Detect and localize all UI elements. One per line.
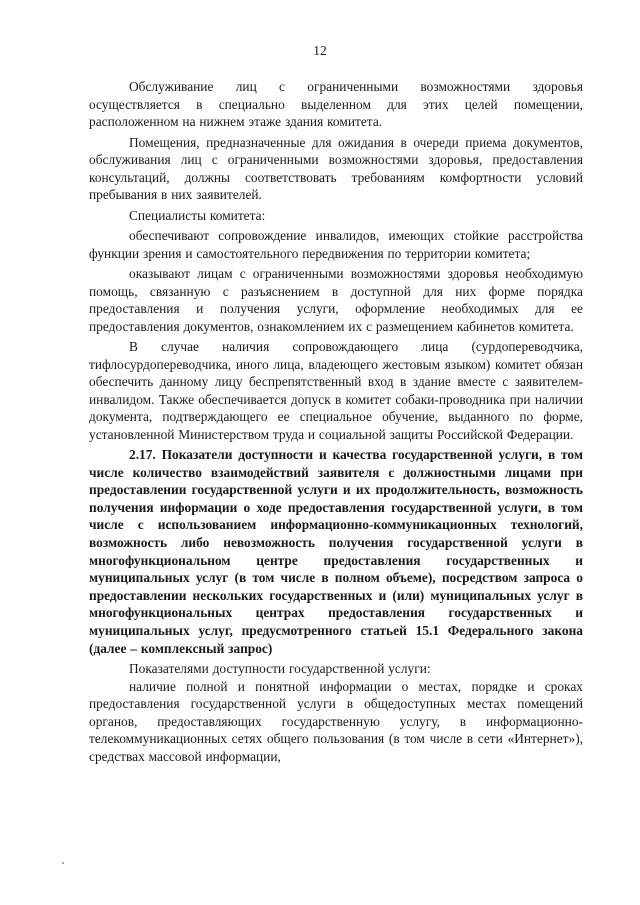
list-item: наличие полной и понятной информации о местах, порядке и сроках предоставления государственной услуги в общедоступных местах помещений органов, предоставляющих государственную услугу, в информационно-телекоммуникационных сетях общего пользования (в том числе в сети «Интернет»), средствах массовой информации, xyxy=(89,678,583,764)
page-body xyxy=(89,78,583,765)
section-heading: 2.17. Показатели доступности и качества государственной услуги, в том числе количество взаимодействий заявителя с должностными лицами при предоставлении государственной услуги и их продолжительность, возможность получения информации о ходе предоставления государственной услуги, в том числе с использованием информационно-коммуникационных технологий, возможность либо невозможность получения государственной услуги в многофункциональном центре предоставления государственных и муниципальных услуг (в том числе в полном объеме), посредством запроса о предоставлении нескольких государственных и (или) муниципальных услуг в многофункциональных центрах предоставления государственных и муниципальных услуг, предусмотренного статьей 15.1 Федерального закона (далее – комплексный запрос) xyxy=(89,447,583,656)
paragraph: Помещения, предназначенные для ожидания в очереди приема документов, обслуживания лиц с ограниченными возможностями здоровья, предоставления консультаций, должны соответствовать требованиям комфортности условий пребывания в них заявителей. xyxy=(89,134,583,202)
paragraph: Специалисты комитета: xyxy=(129,207,266,223)
list-item: оказывают лицам с ограниченными возможностями здоровья необходимую помощь, связанную с разъяснением в доступной для них форме порядка предоставления и получения услуги, оформление необходимых для ее предоставления документов, ознакомлением их с размещением кабинетов комитета. xyxy=(89,266,583,334)
paragraph: Показателями доступности государственной услуги: xyxy=(129,661,431,677)
page-number: 12 xyxy=(313,43,327,58)
paragraph: В случае наличия сопровождающего лица (сурдопереводчика, тифлосурдопереводчика, иного лица, владеющего жестовым языком) комитет обязан обеспечить данному лицу беспрепятственный вход в здание вместе с заявителем-инвалидом. Также обеспечивается допуск в комитет собаки-проводника при наличии документа, подтверждающего ее специальное обучение, выданного по форме, установленной Министерством труда и социальной защиты Российской Федерации. xyxy=(89,339,583,442)
list-item: обеспечивают сопровождение инвалидов, имеющих стойкие расстройства функции зрения и самостоятельного передвижения по территории комитета; xyxy=(89,228,583,261)
paragraph: Обслуживание лиц с ограниченными возможностями здоровья осуществляется в специально выделенном для этих целей помещении, расположенном на нижнем этаже здания комитета. xyxy=(89,79,583,129)
scan-speck xyxy=(62,862,64,864)
